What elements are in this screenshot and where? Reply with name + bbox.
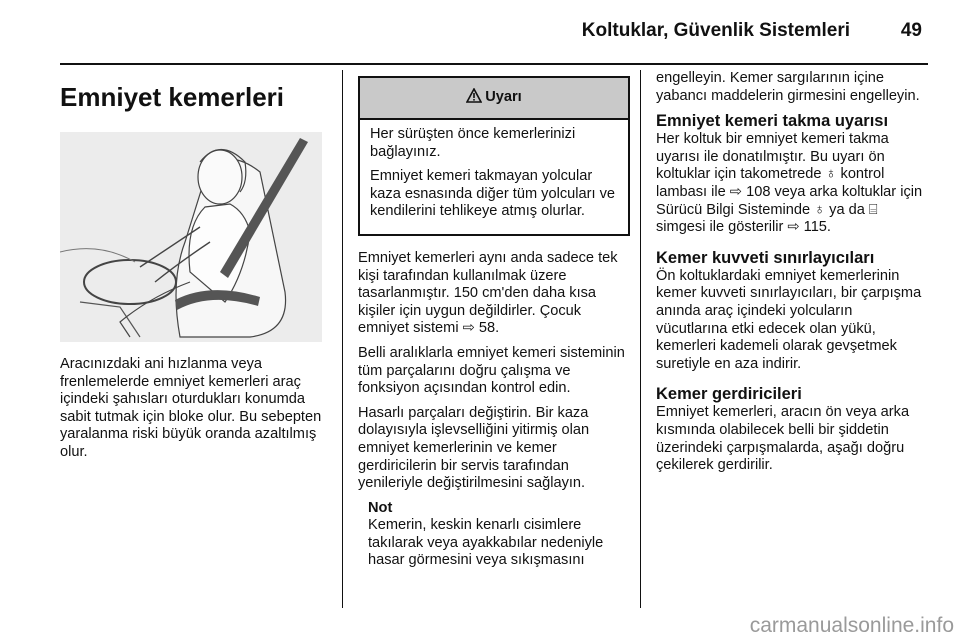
page-number: 49 — [900, 20, 922, 41]
intro-paragraph: Aracınızdaki ani hızlanma veya frenlemelerde emniyet kemerleri araç içindeki şahısları oturdukları konumda sabit tutmak için bloke olur. Bu sebepten yaralanma riski büyük oranda azaltılmış olur. — [60, 356, 322, 460]
pretensioners-text: Emniyet kemerleri, aracın ön veya arka kısmında olabilecek belli bir şiddetin üzerindeki çarpışmalarda, aşağı doğru çekilerek gerdirilir. — [656, 404, 910, 474]
subheading-reminder: Emniyet kemeri takma uyarısı — [656, 112, 889, 131]
continued-text: engelleyin. Kemer sargılarının içine yabancı maddelerin girmesini engelleyin. — [656, 70, 920, 104]
warning-title: Uyarı — [485, 89, 522, 106]
column-right — [656, 70, 926, 482]
reminder-text: Her koltuk bir emniyet kemeri takma uyarısı ile donatılmıştır. Bu uyarı ön koltuklar için takometrede ♁ kontrol lambası ile ⇨ 108 veya arka koltuklar için Sürücü Bilgi Sisteminde ♁ ya da ⌸ simgesi ile gösterilir ⇨ 115. — [656, 131, 923, 236]
force-limiters-text: Ön koltuklardaki emniyet kemerlerinin kemer kuvveti sınırlayıcıları, bir çarpışma anında araç içindeki yolcuların vücutlarına etki edecek olan yükü, kemerleri kademeli olarak gevşetmek suretiyle en aza indirir. — [656, 267, 922, 372]
subheading-pretensioners: Kemer gerdiricileri — [656, 385, 802, 404]
chapter-heading: Emniyet kemerleri — [60, 82, 285, 112]
warning-triangle-icon — [466, 88, 482, 109]
page-header — [60, 0, 928, 65]
column-left — [60, 70, 328, 469]
column-middle — [358, 70, 630, 570]
column-divider — [342, 70, 343, 608]
warning-header — [360, 78, 628, 120]
warning-box — [358, 76, 630, 236]
warning-text-2: Emniyet kemeri takmayan yolcular kaza esnasında diğer tüm yolcuları ve kendilerini tehlikeye atmış olurlar. — [370, 168, 615, 220]
note-block — [358, 500, 630, 570]
seatbelt-illustration — [60, 132, 322, 342]
subheading-force-limiters: Kemer kuvveti sınırlayıcıları — [656, 248, 875, 267]
paragraph: Belli aralıklarla emniyet kemeri sisteminin tüm parçalarını doğru çalışma ve fonksiyon açısından kontrol edin. — [358, 344, 625, 397]
note-text: Kemerin, keskin kenarlı cisimlere takılarak veya ayakkabılar nedeniyle hasar görmesini veya sıkışmasını — [368, 517, 604, 569]
paragraph: Hasarlı parçaları değiştirin. Bir kaza dolayısıyla işlevselliğini yitirmiş olan emniyet kemerlerinin ve kemer gerdiricilerin bir servis tarafından yenileriyle değiştirilmesini sağlayın. — [358, 404, 590, 492]
warning-text-1: Her sürüşten önce kemerlerinizi bağlayınız. — [370, 126, 576, 160]
note-title: Not — [368, 499, 393, 516]
paragraph: Emniyet kemerleri aynı anda sadece tek kişi tarafından kullanılmak üzere tasarlanmıştır. 150 cm'den daha kısa kişiler için uygun değildirler. Çocuk emniyet sistemi ⇨ 58. — [358, 249, 618, 337]
watermark: carmanualsonline.info — [749, 614, 954, 637]
section-title: Koltuklar, Güvenlik Sistemleri — [581, 20, 850, 41]
column-divider — [640, 70, 641, 608]
